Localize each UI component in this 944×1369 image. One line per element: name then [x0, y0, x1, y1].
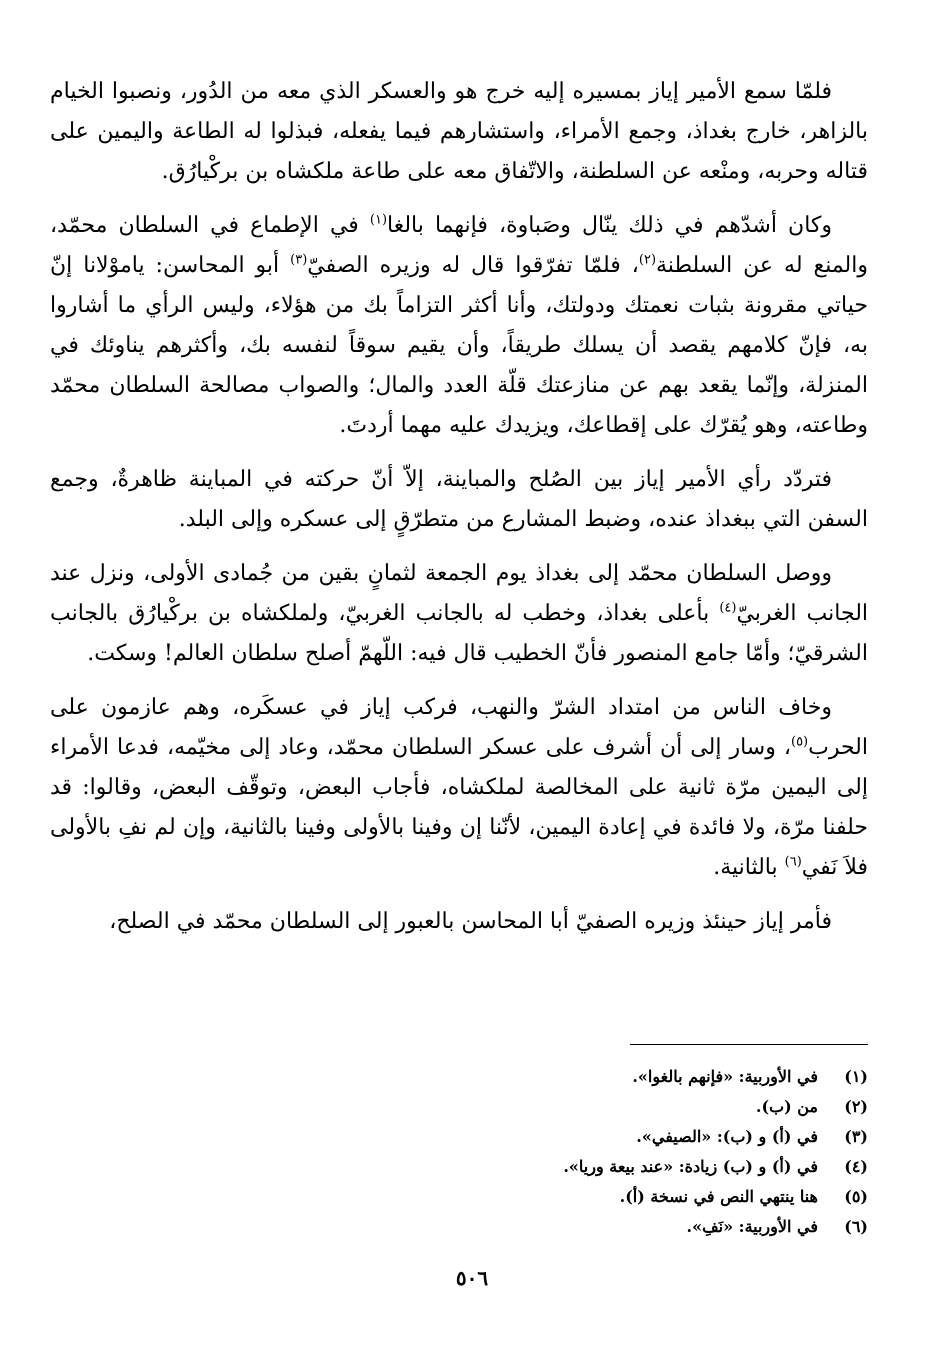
- footnote-ref-3: (٣): [290, 252, 308, 268]
- text-segment: في الإطماع في السلطان محمّد، والمنع له عن السلطنة: [50, 213, 868, 278]
- footnotes-list: [168, 1062, 868, 1242]
- footnote-number: (٦): [844, 1217, 868, 1236]
- main-text: [50, 72, 868, 956]
- text-segment: بأعلى بغداذ، وخطب له بالجانب الغربيّ، ولملكشاه بن بركْيارُق بالجانب الشرقيّ؛ وأمّا جامع المنصور فأنّ الخطيب قال فيه: اللّهمّ أصلح سلطان العالم! وسكت.: [50, 601, 868, 666]
- text-segment: وخاف الناس من امتداد الشرّ والنهب، فركب إياز في عسكَره، وهم عازمون على الحرب: [50, 695, 868, 760]
- footnote-text: في الأوربية: «فإنهم بالغوا».: [632, 1067, 818, 1086]
- footnote-number: (٢): [844, 1097, 868, 1116]
- text-segment: بالثانية.: [713, 855, 785, 880]
- footnote-item: [168, 1182, 868, 1212]
- text-segment: أبو المحاسن: ياموْلانا إنّ حياتي مقرونة بثبات نعمتك ودولتك، وأنا أكثر التزاماً بك من هؤلاء، وليس الرأي ما أشاروا به، فإنّ كلامهم يقصد أن يسلك طريقاً، وأن يقيم سوقاً لنفسه بك، وأكثرهم يناوئك في المنزلة، وإنّما يقعد بهم عن منازعتك قلّة العدد والمال؛ والصواب مصالحة السلطان محمّد وطاعته، وهو يُقرّك على إقطاعك، ويزيدك عليه مهما أردتَ.: [50, 253, 868, 438]
- footnote-item: [168, 1122, 868, 1152]
- footnote-number: (١): [844, 1067, 868, 1086]
- footnote-separator: [630, 1044, 868, 1045]
- paragraph-5: [50, 688, 868, 888]
- footnote-ref-5: (٥): [790, 734, 809, 750]
- paragraph-2: [50, 206, 868, 446]
- footnote-ref-6: (٦): [784, 854, 802, 870]
- paragraph-4: [50, 554, 868, 674]
- footnote-number: (٤): [844, 1157, 868, 1176]
- footnote-ref-2: (٢): [638, 252, 657, 268]
- footnote-text: من (ب).: [755, 1097, 818, 1116]
- footnote-number: (٥): [844, 1187, 868, 1206]
- text-segment: وكان أشدّهم في ذلك ينّال وصَباوة، فإنهما بالغا: [387, 213, 832, 238]
- footnote-item: [168, 1062, 868, 1092]
- footnote-ref-4: (٤): [719, 600, 737, 616]
- footnote-text: في (أ) و (ب): «الصيفي».: [636, 1127, 818, 1146]
- text-segment: ، فلمّا تفرّقوا قال له وزيره الصفيّ: [307, 253, 639, 278]
- footnote-text: هنا ينتهي النص في نسخة (أ).: [619, 1187, 818, 1206]
- footnote-item: [168, 1092, 868, 1122]
- footnote-item: [168, 1152, 868, 1182]
- footnote-item: [168, 1212, 868, 1242]
- footnote-text: في (أ) و (ب) زيادة: «عند بيعة وريا».: [563, 1157, 818, 1176]
- text-segment: ، وسار إلى أن أشرف على عسكر السلطان محمّد، وعاد إلى مخيّمه، فدعا الأمراء إلى اليمين مرّة ثانية على المخالصة لملكشاه، فأجاب البعض، وتوقّف البعض، وقالوا: قد حلفنا مرّة، ولا فائدة في إعادة اليمين، لأنّنا إن وفينا بالأولى وفينا بالثانية، وإن لم نفِ بالأولى فلاَ نَفي: [50, 735, 868, 880]
- footnote-ref-1: (١): [369, 212, 388, 228]
- text-segment: ووصل السلطان محمّد إلى بغداذ يوم الجمعة لثمانٍ بقين من جُمادى الأولى، ونزل عند الجانب الغربيّ: [50, 561, 869, 626]
- footnote-text: في الأوربية: «نَفِ».: [686, 1217, 818, 1236]
- paragraph-6: فأمر إياز حينئذ وزيره الصفيّ أبا المحاسن بالعبور إلى السلطان محمّد في الصلح،: [109, 909, 832, 934]
- footnote-number: (٣): [844, 1127, 868, 1146]
- page-number: ٥٠٦: [455, 1266, 489, 1290]
- paragraph-3: فتردّد رأي الأمير إياز بين الصُلح والمباينة، إلاّ أنّ حركته في المباينة ظاهرةٌ، وجمع السفن التي ببغداذ عنده، وضبط المشارع من متطرّقٍ إلى عسكره وإلى البلد.: [50, 467, 868, 532]
- paragraph-1: فلمّا سمع الأمير إياز بمسيره إليه خرج هو والعسكر الذي معه من الدُور، ونصبوا الخيام بالزاهر، خارج بغداذ، وجمع الأمراء، واستشارهم فيما يفعله، فبذلوا له الطاعة واليمين على قتاله وحربه، ومنْعه عن السلطنة، والاتّفاق معه على طاعة ملكشاه بن بركْيارُق.: [50, 79, 868, 184]
